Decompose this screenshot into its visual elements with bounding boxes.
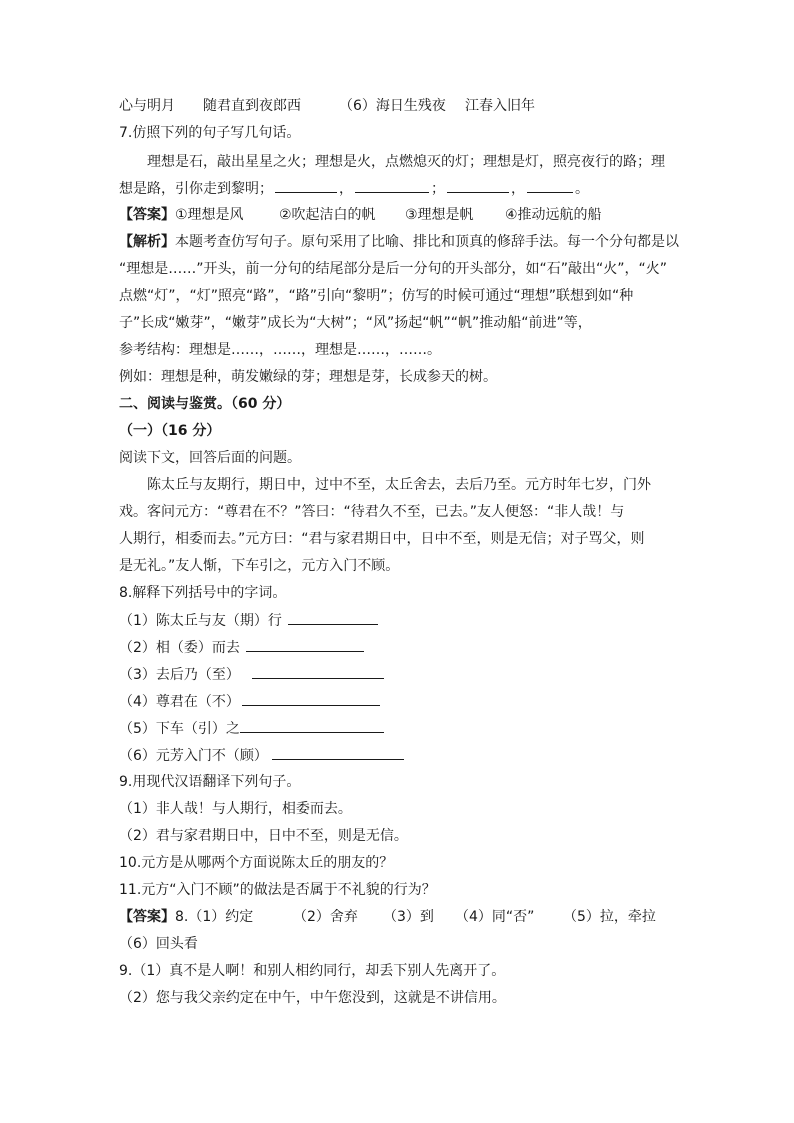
item-text: （5）下车（引）之 [119, 721, 240, 737]
answer-tag: 【答案】 [119, 207, 175, 223]
analysis-text: 子”长成“嫩芽”，“嫩芽”成长为“大树”；“风”扬起“帆”“帆”推动船“前进”等， [119, 315, 592, 331]
answer-8-item: （6）回头看 [119, 936, 198, 952]
subsection-heading: （一）（16 分） [119, 423, 221, 439]
answer-blank[interactable] [272, 745, 404, 760]
item-text: （1）陈太丘与友（期）行 [119, 613, 282, 629]
poem-line [119, 96, 535, 116]
answer-blank[interactable] [447, 178, 509, 193]
poem-fragment: 江春入旧年 [465, 98, 535, 114]
item-text: （4）尊君在（不） [119, 694, 240, 710]
question-11: 11.元方“入门不顾”的做法是否属于不礼貌的行为？ [119, 882, 436, 898]
question-9-item: （1）非人哉！与人期行，相委而去。 [119, 801, 352, 817]
answer-item: ②吹起洁白的帆 [279, 207, 376, 223]
answer-9-item: （2）您与我父亲约定在中午，中午您没到，这就是不讲信用。 [119, 990, 506, 1006]
question-7: 7.仿照下列的句子写几句话。 [119, 125, 301, 141]
answer-9-item: 9.（1）真不是人啊！和别人相约同行，却丢下别人先离开了。 [119, 963, 506, 979]
question-8-item [119, 718, 386, 739]
answer-item: （2）舍弃 [293, 909, 358, 925]
punctuation: ； [431, 181, 445, 197]
answer-blank[interactable] [288, 610, 378, 625]
analysis-text: 参考结构：理想是……，……，理想是……，……。 [119, 342, 441, 358]
analysis-tag: 【解析】 [119, 234, 175, 250]
poem-fragment: 心与明月 [119, 98, 175, 114]
example-sentence-end: 想是路，引你走到黎明； [119, 181, 273, 197]
item-text: （2）相（委）而去 [119, 640, 240, 656]
passage-text: 戏。客问元方：“尊君在不？”答曰：“待君久不至，已去。”友人便怒：“非人哉！与 [119, 504, 625, 520]
question-9: 9.用现代汉语翻译下列句子。 [119, 774, 301, 790]
poem-fragment: （6）海日生残夜 [339, 98, 446, 114]
answer-item: ③理想是帆 [405, 207, 474, 223]
question-8-item [119, 691, 382, 712]
answer-blank[interactable] [252, 664, 384, 679]
answer-tag: 【答案】 [119, 909, 175, 925]
answer-blank[interactable] [242, 691, 380, 706]
answer-item: （4）同“否” [455, 909, 535, 925]
question-8-item [119, 610, 380, 631]
example-sentence: 理想是石，敲出星星之火；理想是火，点燃熄灭的灯；理想是灯，照亮夜行的路；理 [147, 154, 665, 170]
item-text: （3）去后乃（至） [119, 667, 240, 683]
poem-fragment: 随君直到夜郎西 [203, 98, 301, 114]
punctuation: 。 [575, 181, 589, 197]
answer-blank[interactable] [240, 718, 384, 733]
analysis-text: “理想是……”开头，前一分句的结尾部分是后一分句的开头部分，如“石”敲出“火”，“火” [119, 261, 668, 277]
question-8-item [119, 637, 366, 658]
answer-item: ①理想是风 [175, 207, 244, 223]
answer-item: ④推动远航的船 [505, 207, 602, 223]
answer-7 [119, 205, 602, 225]
question-8-item [119, 664, 386, 685]
answer-item: （3）到 [383, 909, 434, 925]
analysis-text: 点燃“灯”，“灯”照亮“路”，“路”引向“黎明”；仿写的时候可通过“理想”联想到如“种 [119, 288, 634, 304]
passage-text: 人期行，相委而去。”元方曰：“君与家君期日中，日中不至，则是无信；对子骂父，则 [119, 531, 645, 547]
answer-blank[interactable] [246, 637, 364, 652]
analysis-7 [119, 232, 679, 252]
answer-blank[interactable] [527, 178, 573, 193]
question-10: 10.元方是从哪两个方面说陈太丘的朋友的？ [119, 855, 394, 871]
example-answer: 例如：理想是种，萌发嫩绿的芽；理想是芽，长成参天的树。 [119, 369, 497, 385]
question-8-item [119, 745, 406, 766]
reading-instruction: 阅读下文，回答后面的问题。 [119, 450, 301, 466]
passage-text: 陈太丘与友期行，期日中，过中不至，太丘舍去，去后乃至。元方时年七岁，门外 [147, 477, 651, 493]
answer-blank[interactable] [275, 178, 337, 193]
section-heading: 二、阅读与鉴赏。（60 分） [119, 396, 291, 412]
answer-blank[interactable] [355, 178, 429, 193]
fill-in-line [119, 178, 589, 199]
question-8: 8.解释下列括号中的字词。 [119, 585, 287, 601]
answer-8 [119, 907, 656, 927]
passage-text: 是无礼。”友人惭，下车引之，元方入门不顾。 [119, 558, 400, 574]
punctuation: ， [511, 181, 525, 197]
punctuation: ， [339, 181, 353, 197]
analysis-text: 本题考查仿写句子。原句采用了比喻、排比和顶真的修辞手法。每一个分句都是以 [175, 234, 679, 250]
item-text: （6）元芳入门不（顾） [119, 748, 268, 764]
question-9-item: （2）君与家君期日中，日中不至，则是无信。 [119, 828, 408, 844]
answer-item: （5）拉，牵拉 [563, 909, 656, 925]
answer-item: 8.（1）约定 [175, 909, 254, 925]
